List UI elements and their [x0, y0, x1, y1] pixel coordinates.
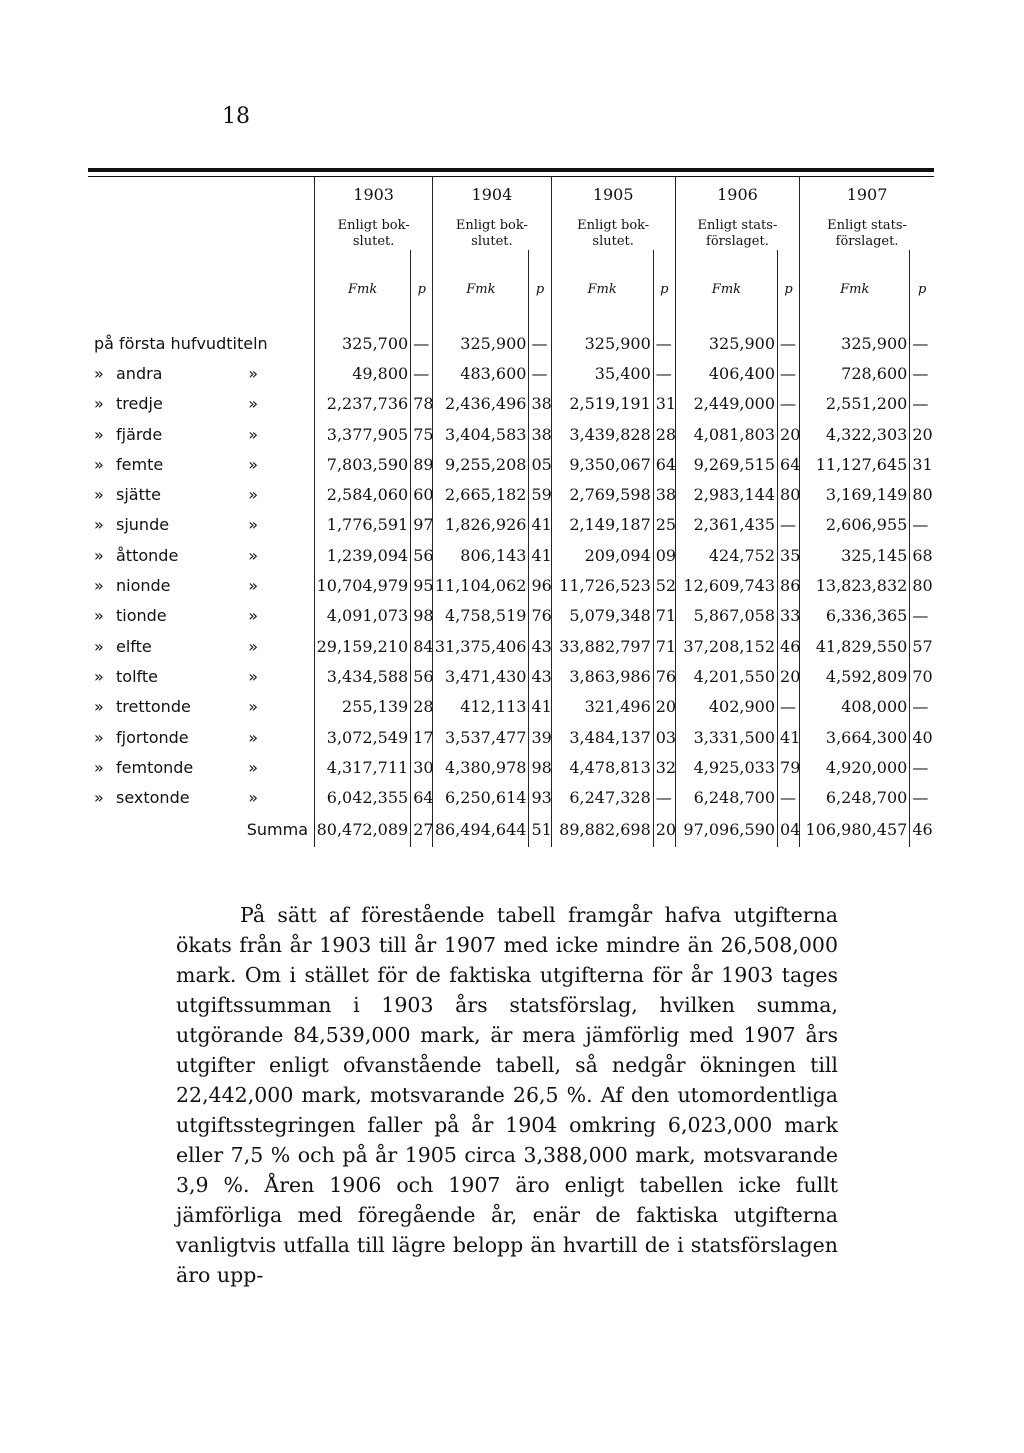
ditto-mark: » [94, 666, 104, 686]
row-label-text: elfte [116, 636, 152, 656]
mark-value-cell: 2,449,000 [675, 389, 777, 419]
year-header-1903 [315, 177, 433, 250]
penni-value-cell: 20 [653, 692, 675, 722]
mark-value-cell: 3,664,300 [800, 722, 910, 752]
mark-value-cell: 3,537,477 [433, 722, 529, 752]
penni-value-cell: — [653, 328, 675, 358]
row-label-text: tionde [116, 606, 167, 626]
mark-value-cell: 2,665,182 [433, 479, 529, 509]
ditto-mark: » [248, 454, 258, 474]
penni-value-cell: 71 [653, 601, 675, 631]
table-body [88, 328, 934, 847]
penni-value-cell: 98 [411, 601, 433, 631]
mark-value-cell: 4,201,550 [675, 661, 777, 691]
penni-value-cell: 41 [529, 692, 551, 722]
mark-value-cell: 2,584,060 [315, 479, 411, 509]
mark-value-cell: 325,900 [551, 328, 653, 358]
mark-value-cell: 3,863,986 [551, 661, 653, 691]
year-label: 1906 [717, 185, 758, 204]
mark-value-cell: 1,826,926 [433, 510, 529, 540]
row-label-text: tolfte [116, 666, 158, 686]
mark-value-cell: 6,336,365 [800, 601, 910, 631]
penni-value-cell: 41 [529, 540, 551, 570]
mark-value-cell: 2,436,496 [433, 389, 529, 419]
mark-value-cell: 13,823,832 [800, 570, 910, 600]
mark-value-cell: 4,380,978 [433, 752, 529, 782]
penni-value-cell: — [529, 328, 551, 358]
penni-value-cell: 80 [910, 570, 934, 600]
mark-value-cell: 728,600 [800, 358, 910, 388]
mark-value-cell: 321,496 [551, 692, 653, 722]
unit-penni-label: p [653, 250, 675, 328]
penni-value-cell: — [910, 328, 934, 358]
mark-value-cell: 4,317,711 [315, 752, 411, 782]
penni-value-cell: 70 [910, 661, 934, 691]
row-label-text: sjätte [116, 485, 161, 505]
penni-value-cell: 96 [529, 570, 551, 600]
row-label [88, 479, 315, 509]
row-label-text: trettonde [116, 697, 191, 717]
table-row [88, 752, 934, 782]
penni-value-cell: 32 [653, 752, 675, 782]
ditto-mark: » [94, 515, 104, 535]
row-label [88, 389, 315, 419]
penni-value-cell: 38 [653, 479, 675, 509]
mark-value-cell: 33,882,797 [551, 631, 653, 661]
mark-value-cell: 1,239,094 [315, 540, 411, 570]
ditto-mark: » [94, 636, 104, 656]
mark-value-cell: 29,159,210 [315, 631, 411, 661]
mark-value-cell: 37,208,152 [675, 631, 777, 661]
table-top-rule [88, 168, 934, 172]
mark-value-cell: 806,143 [433, 540, 529, 570]
penni-value-cell: 46 [778, 631, 800, 661]
penni-value-cell: — [910, 358, 934, 388]
penni-value-cell: 20 [910, 419, 934, 449]
mark-value-cell: 424,752 [675, 540, 777, 570]
mark-value-cell: 325,900 [433, 328, 529, 358]
table-row [88, 389, 934, 419]
penni-value-cell: — [910, 389, 934, 419]
mark-value-cell: 4,478,813 [551, 752, 653, 782]
summa-mark-cell: 89,882,698 [551, 813, 653, 847]
ditto-mark: » [94, 606, 104, 626]
penni-value-cell: 76 [653, 661, 675, 691]
penni-value-cell: — [529, 358, 551, 388]
penni-value-cell: 64 [653, 449, 675, 479]
row-label-text: på första hufvudtiteln [94, 333, 268, 353]
ditto-mark: » [94, 545, 104, 565]
unit-header-row [88, 250, 934, 328]
row-label-text: fjärde [116, 424, 163, 444]
expenditure-table [88, 177, 934, 847]
ditto-mark: » [248, 424, 258, 444]
mark-value-cell: 5,867,058 [675, 601, 777, 631]
penni-value-cell: 71 [653, 631, 675, 661]
summa-penni-cell: 20 [653, 813, 675, 847]
penni-value-cell: 43 [529, 631, 551, 661]
summa-label: Summa [246, 820, 308, 840]
table-row [88, 419, 934, 449]
ditto-mark: » [94, 394, 104, 414]
mark-value-cell: 412,113 [433, 692, 529, 722]
mark-value-cell: 1,776,591 [315, 510, 411, 540]
summa-penni-cell: 04 [778, 813, 800, 847]
mark-value-cell: 2,983,144 [675, 479, 777, 509]
row-label [88, 419, 315, 449]
row-label [88, 782, 315, 812]
row-label-text: femte [116, 454, 164, 474]
year-header-1904 [433, 177, 551, 250]
mark-value-cell: 10,704,979 [315, 570, 411, 600]
mark-value-cell: 2,519,191 [551, 389, 653, 419]
ditto-mark: » [248, 606, 258, 626]
mark-value-cell: 2,551,200 [800, 389, 910, 419]
penni-value-cell: — [910, 752, 934, 782]
year-source-label: Enligt bok- slutet. [577, 218, 650, 249]
ditto-mark: » [94, 485, 104, 505]
penni-value-cell: 56 [411, 661, 433, 691]
mark-value-cell: 6,247,328 [551, 782, 653, 812]
penni-value-cell: 05 [529, 449, 551, 479]
mark-value-cell: 35,400 [551, 358, 653, 388]
mark-value-cell: 406,400 [675, 358, 777, 388]
mark-value-cell: 4,592,809 [800, 661, 910, 691]
mark-value-cell: 325,900 [800, 328, 910, 358]
penni-value-cell: — [411, 328, 433, 358]
penni-value-cell: 79 [778, 752, 800, 782]
mark-value-cell: 31,375,406 [433, 631, 529, 661]
summa-mark-cell: 86,494,644 [433, 813, 529, 847]
ditto-mark: » [248, 394, 258, 414]
row-label-text: sextonde [116, 788, 190, 808]
ditto-mark: » [248, 666, 258, 686]
row-label-text: fjortonde [116, 727, 189, 747]
ditto-mark: » [248, 363, 258, 383]
ditto-mark: » [94, 454, 104, 474]
ditto-mark: » [94, 757, 104, 777]
year-header-1905 [551, 177, 675, 250]
mark-value-cell: 3,434,588 [315, 661, 411, 691]
body-text-block [176, 900, 838, 1290]
ditto-mark: » [248, 545, 258, 565]
penni-value-cell: 95 [411, 570, 433, 600]
unit-mark-label: Fmk [433, 250, 529, 328]
penni-value-cell: 80 [778, 479, 800, 509]
year-header-row [88, 177, 934, 250]
penni-value-cell: — [910, 601, 934, 631]
penni-value-cell: 28 [653, 419, 675, 449]
summa-row [88, 813, 934, 847]
unit-penni-label: p [529, 250, 551, 328]
ditto-mark: » [94, 788, 104, 808]
penni-value-cell: 52 [653, 570, 675, 600]
penni-value-cell: 68 [910, 540, 934, 570]
penni-value-cell: 78 [411, 389, 433, 419]
ditto-mark: » [94, 697, 104, 717]
penni-value-cell: 84 [411, 631, 433, 661]
ditto-mark: » [248, 788, 258, 808]
penni-value-cell: 38 [529, 389, 551, 419]
mark-value-cell: 2,361,435 [675, 510, 777, 540]
penni-value-cell: 56 [411, 540, 433, 570]
row-label-text: nionde [116, 576, 171, 596]
mark-value-cell: 4,322,303 [800, 419, 910, 449]
mark-value-cell: 4,091,073 [315, 601, 411, 631]
mark-value-cell: 12,609,743 [675, 570, 777, 600]
penni-value-cell: — [778, 510, 800, 540]
penni-value-cell: 64 [778, 449, 800, 479]
row-label [88, 722, 315, 752]
expenditure-table-block [88, 168, 934, 847]
ditto-mark: » [248, 485, 258, 505]
penni-value-cell: 57 [910, 631, 934, 661]
penni-value-cell: — [653, 782, 675, 812]
penni-value-cell: 30 [411, 752, 433, 782]
mark-value-cell: 2,237,736 [315, 389, 411, 419]
mark-value-cell: 3,072,549 [315, 722, 411, 752]
penni-value-cell: 38 [529, 419, 551, 449]
penni-value-cell: 89 [411, 449, 433, 479]
year-source-label: Enligt stats- förslaget. [827, 218, 907, 249]
year-header-1907 [800, 177, 934, 250]
mark-value-cell: 325,900 [675, 328, 777, 358]
mark-value-cell: 325,700 [315, 328, 411, 358]
penni-value-cell: 86 [778, 570, 800, 600]
table-row [88, 782, 934, 812]
row-label [88, 328, 315, 358]
unit-mark-label: Fmk [551, 250, 653, 328]
year-source-label: Enligt stats- förslaget. [697, 218, 778, 249]
row-label-text: tredje [116, 394, 163, 414]
table-row [88, 601, 934, 631]
penni-value-cell: 97 [411, 510, 433, 540]
row-label [88, 692, 315, 722]
ditto-mark: » [248, 636, 258, 656]
mark-value-cell: 6,250,614 [433, 782, 529, 812]
penni-value-cell: 76 [529, 601, 551, 631]
ditto-mark: » [248, 727, 258, 747]
table-row [88, 479, 934, 509]
mark-value-cell: 7,803,590 [315, 449, 411, 479]
penni-value-cell: — [910, 692, 934, 722]
mark-value-cell: 3,404,583 [433, 419, 529, 449]
mark-value-cell: 408,000 [800, 692, 910, 722]
ditto-mark: » [94, 424, 104, 444]
year-source-label: Enligt bok- slutet. [337, 218, 410, 249]
mark-value-cell: 2,769,598 [551, 479, 653, 509]
table-row [88, 328, 934, 358]
penni-value-cell: 98 [529, 752, 551, 782]
unit-mark-label: Fmk [800, 250, 910, 328]
penni-value-cell: 80 [910, 479, 934, 509]
mark-value-cell: 4,081,803 [675, 419, 777, 449]
penni-value-cell: 60 [411, 479, 433, 509]
ditto-mark: » [248, 697, 258, 717]
summa-penni-cell: 51 [529, 813, 551, 847]
mark-value-cell: 402,900 [675, 692, 777, 722]
unit-mark-label: Fmk [315, 250, 411, 328]
row-label-text: åttonde [116, 545, 179, 565]
body-paragraph: På sätt af förestående tabell framgår hafva utgifterna ökats från år 1903 till år 1907 med icke mindre än 26,508,000 mark. Om i stället för de faktiska utgifterna för år 1903 tages utgiftssumman i 1903 års statsförslag, hvilken summa, utgörande 84,539,000 mark, är mera jämförlig med 1907 års utgifter enligt ofvanstående tabell, så nedgår ökningen till 22,442,000 mark, motsvarande 26,5 %. Af den utomordentliga utgiftsstegringen faller på år 1904 omkring 6,023,000 mark eller 7,5 % och på år 1905 circa 3,388,000 mark, motsvarande 3,9 %. Åren 1906 och 1907 äro enligt tabellen icke fullt jämförliga med föregående år, enär de faktiska utgifterna vanligtvis utfalla till lägre belopp än hvartill de i statsförslagen äro upp- [176, 903, 838, 1287]
mark-value-cell: 3,484,137 [551, 722, 653, 752]
penni-value-cell: 93 [529, 782, 551, 812]
penni-value-cell: — [910, 782, 934, 812]
mark-value-cell: 325,145 [800, 540, 910, 570]
table-row [88, 449, 934, 479]
table-row [88, 358, 934, 388]
table-row [88, 570, 934, 600]
mark-value-cell: 49,800 [315, 358, 411, 388]
penni-value-cell: 59 [529, 479, 551, 509]
ditto-mark: » [94, 576, 104, 596]
table-row [88, 661, 934, 691]
year-header-1906 [675, 177, 799, 250]
penni-value-cell: 41 [529, 510, 551, 540]
mark-value-cell: 2,149,187 [551, 510, 653, 540]
penni-value-cell: — [778, 328, 800, 358]
summa-penni-cell: 27 [411, 813, 433, 847]
penni-value-cell: 31 [653, 389, 675, 419]
year-label: 1907 [846, 185, 888, 204]
penni-value-cell: — [653, 358, 675, 388]
penni-value-cell: 31 [910, 449, 934, 479]
mark-value-cell: 255,139 [315, 692, 411, 722]
mark-value-cell: 6,248,700 [800, 782, 910, 812]
mark-value-cell: 9,350,067 [551, 449, 653, 479]
row-label [88, 631, 315, 661]
mark-value-cell: 11,726,523 [551, 570, 653, 600]
mark-value-cell: 3,331,500 [675, 722, 777, 752]
mark-value-cell: 6,042,355 [315, 782, 411, 812]
penni-value-cell: 64 [411, 782, 433, 812]
penni-value-cell: 41 [778, 722, 800, 752]
row-label-text: femtonde [116, 757, 194, 777]
penni-value-cell: 39 [529, 722, 551, 752]
mark-value-cell: 483,600 [433, 358, 529, 388]
mark-value-cell: 4,925,033 [675, 752, 777, 782]
penni-value-cell: 09 [653, 540, 675, 570]
table-row [88, 631, 934, 661]
unit-penni-label: p [778, 250, 800, 328]
penni-value-cell: 03 [653, 722, 675, 752]
page-number: 18 [222, 104, 250, 129]
ditto-mark: » [94, 363, 104, 383]
mark-value-cell: 209,094 [551, 540, 653, 570]
table-row [88, 510, 934, 540]
penni-value-cell: — [411, 358, 433, 388]
mark-value-cell: 9,255,208 [433, 449, 529, 479]
mark-value-cell: 3,377,905 [315, 419, 411, 449]
summa-mark-cell: 106,980,457 [800, 813, 910, 847]
year-source-label: Enligt bok- slutet. [455, 218, 528, 249]
penni-value-cell: — [778, 358, 800, 388]
mark-value-cell: 4,758,519 [433, 601, 529, 631]
mark-value-cell: 2,606,955 [800, 510, 910, 540]
unit-penni-label: p [910, 250, 934, 328]
row-label [88, 570, 315, 600]
mark-value-cell: 6,248,700 [675, 782, 777, 812]
mark-value-cell: 5,079,348 [551, 601, 653, 631]
year-label: 1903 [353, 185, 394, 204]
row-label [88, 661, 315, 691]
penni-value-cell: 20 [778, 419, 800, 449]
penni-value-cell: 35 [778, 540, 800, 570]
header-blank-cell [88, 177, 315, 250]
ditto-mark: » [248, 515, 258, 535]
penni-value-cell: — [778, 389, 800, 419]
row-label [88, 449, 315, 479]
header-blank-cell [88, 250, 315, 328]
mark-value-cell: 41,829,550 [800, 631, 910, 661]
row-label [88, 601, 315, 631]
penni-value-cell: — [778, 692, 800, 722]
mark-value-cell: 11,127,645 [800, 449, 910, 479]
mark-value-cell: 11,104,062 [433, 570, 529, 600]
table-row [88, 540, 934, 570]
ditto-mark: » [248, 576, 258, 596]
penni-value-cell: — [778, 782, 800, 812]
year-label: 1904 [471, 185, 513, 204]
penni-value-cell: 25 [653, 510, 675, 540]
mark-value-cell: 9,269,515 [675, 449, 777, 479]
table-row [88, 692, 934, 722]
row-label [88, 752, 315, 782]
row-label-text: sjunde [116, 515, 170, 535]
penni-value-cell: 40 [910, 722, 934, 752]
penni-value-cell: 33 [778, 601, 800, 631]
penni-value-cell: — [910, 510, 934, 540]
mark-value-cell: 4,920,000 [800, 752, 910, 782]
row-label [88, 510, 315, 540]
mark-value-cell: 3,169,149 [800, 479, 910, 509]
penni-value-cell: 17 [411, 722, 433, 752]
row-label [88, 540, 315, 570]
ditto-mark: » [248, 757, 258, 777]
unit-mark-label: Fmk [675, 250, 777, 328]
mark-value-cell: 3,471,430 [433, 661, 529, 691]
year-label: 1905 [592, 185, 634, 204]
summa-mark-cell: 80,472,089 [315, 813, 411, 847]
mark-value-cell: 3,439,828 [551, 419, 653, 449]
table-row [88, 722, 934, 752]
row-label [88, 358, 315, 388]
penni-value-cell: 28 [411, 692, 433, 722]
unit-penni-label: p [411, 250, 433, 328]
penni-value-cell: 20 [778, 661, 800, 691]
ditto-mark: » [94, 727, 104, 747]
penni-value-cell: 75 [411, 419, 433, 449]
row-label-text: andra [116, 363, 163, 383]
summa-mark-cell: 97,096,590 [675, 813, 777, 847]
penni-value-cell: 43 [529, 661, 551, 691]
summa-penni-cell: 46 [910, 813, 934, 847]
